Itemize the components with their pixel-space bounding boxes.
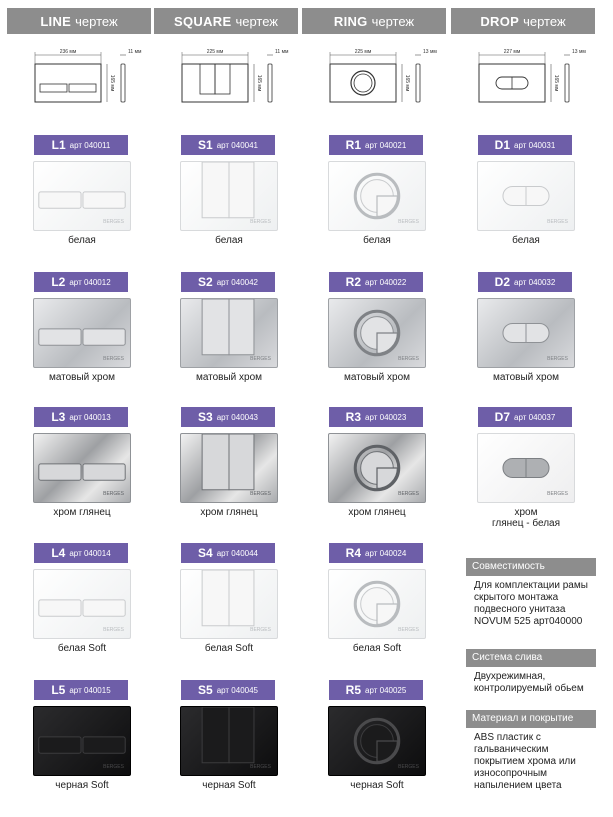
article-number: арт 040045 [216,685,258,695]
dim-height: 165 мм [256,74,262,92]
brand-mark: BERGES [103,627,124,634]
product-photo [180,161,278,231]
product-code-badge [34,680,128,700]
series-sub: чертеж [235,13,278,29]
series-sub: чертеж [75,13,118,29]
brand-mark: BERGES [398,219,419,226]
article-number: арт 040024 [365,548,407,558]
product-code-badge [34,272,128,292]
brand-mark: BERGES [103,219,124,226]
product-code: R2 [345,275,362,289]
finish-label [154,780,304,791]
dim-depth: 11 мм [128,49,142,55]
brand-mark: BERGES [547,356,568,363]
series-header [7,8,151,34]
product-code: L3 [51,410,66,424]
dim-height: 165 мм [404,74,410,92]
ring-flush-buttons [329,299,425,367]
finish-line: черная Soft [350,780,404,791]
series-name: RING [333,13,368,29]
article-number: арт 040041 [216,140,258,150]
product-code: L1 [51,138,66,152]
series-name: DROP [480,13,520,29]
dim-width: 227 мм [503,49,521,55]
technical-drawing [154,46,298,116]
info-heading: Совместимость [466,558,596,576]
technical-drawing [302,46,446,116]
product-photo [328,298,426,368]
product-code: R4 [345,546,362,560]
line-flush-buttons [34,434,130,502]
finish-label [154,507,304,518]
finish-line: белая [363,235,391,246]
product-code-badge [34,407,128,427]
product-code-badge [181,680,275,700]
info-heading: Система слива [466,649,596,667]
product-code-badge [478,272,572,292]
product-photo [328,569,426,639]
product-code: S1 [198,138,213,152]
technical-drawing [451,46,595,116]
product-photo [328,161,426,231]
square-flush-buttons [181,162,277,230]
brand-mark: BERGES [398,356,419,363]
finish-label [302,235,452,246]
product-code: L2 [51,275,66,289]
drop-flush-buttons [478,162,574,230]
dim-height: 165 мм [109,74,115,92]
product-photo [180,569,278,639]
product-photo [33,569,131,639]
finish-label [7,372,157,383]
brand-mark: BERGES [250,627,271,634]
brand-mark: BERGES [398,764,419,771]
article-number: арт 040013 [69,412,111,422]
drawing-area [302,46,446,116]
technical-drawing [7,46,151,116]
finish-line: хром [514,507,538,518]
product-code: D2 [494,275,511,289]
finish-label [302,372,452,383]
product-photo [33,298,131,368]
square-flush-buttons [181,299,277,367]
product-code-badge [329,543,423,563]
ring-flush-buttons [329,162,425,230]
product-code: R1 [345,138,362,152]
series-header [154,8,298,34]
article-number: арт 040032 [514,277,556,287]
dim-depth: 13 мм [423,49,437,55]
dim-width: 236 мм [59,49,77,55]
info-heading: Материал и покрытие [466,710,596,728]
brand-mark: BERGES [250,219,271,226]
brand-mark: BERGES [103,356,124,363]
article-number: арт 040042 [216,277,258,287]
article-number: арт 040014 [69,548,111,558]
finish-label [451,507,601,529]
product-photo [180,298,278,368]
product-code: D1 [494,138,511,152]
product-code-badge [34,543,128,563]
dim-width: 225 мм [354,49,372,55]
product-photo [180,706,278,776]
square-flush-buttons [181,570,277,638]
finish-label [7,643,157,654]
finish-label [7,780,157,791]
product-code-badge [329,407,423,427]
finish-label [154,235,304,246]
line-flush-buttons [34,707,130,775]
product-photo [33,433,131,503]
product-code: R5 [345,683,362,697]
product-code-badge [478,407,572,427]
product-code: L5 [51,683,66,697]
product-photo [477,298,575,368]
finish-label [302,780,452,791]
product-code: S4 [198,546,213,560]
finish-line: белая [215,235,243,246]
product-code-badge [329,135,423,155]
finish-label [451,372,601,383]
product-code-badge [329,680,423,700]
product-code-badge [181,272,275,292]
article-number: арт 040012 [69,277,111,287]
finish-label [154,643,304,654]
finish-label [154,372,304,383]
finish-line: белая Soft [57,643,107,654]
brand-mark: BERGES [398,491,419,498]
square-flush-buttons [181,707,277,775]
product-code: S2 [198,275,213,289]
brand-mark: BERGES [547,491,568,498]
article-number: арт 040011 [69,140,111,150]
line-flush-buttons [34,299,130,367]
series-sub: чертеж [523,13,566,29]
product-photo [33,706,131,776]
finish-line: хром глянец [200,507,258,518]
product-code: D7 [494,410,511,424]
article-number: арт 040022 [365,277,407,287]
finish-line: белая Soft [352,643,402,654]
finish-label [302,643,452,654]
article-number: арт 040043 [216,412,258,422]
ring-flush-buttons [329,707,425,775]
finish-line-2: глянец - белая [491,518,561,529]
article-number: арт 040025 [365,685,407,695]
finish-line: матовый хром [492,372,560,383]
series-header [302,8,446,34]
finish-line: матовый хром [195,372,263,383]
dim-width: 225 мм [206,49,224,55]
info-block [466,710,596,796]
product-code: S3 [198,410,213,424]
product-photo [328,706,426,776]
brand-mark: BERGES [103,491,124,498]
article-number: арт 040015 [69,685,111,695]
finish-line: матовый хром [48,372,116,383]
product-photo [328,433,426,503]
finish-line: матовый хром [343,372,411,383]
brand-mark: BERGES [103,764,124,771]
series-sub: чертеж [371,13,415,29]
product-code: R3 [345,410,362,424]
article-number: арт 040031 [514,140,556,150]
info-block [466,558,596,632]
product-code-badge [329,272,423,292]
article-number: арт 040023 [365,412,407,422]
finish-line: хром глянец [348,507,406,518]
finish-label [451,235,601,246]
product-photo [477,433,575,503]
finish-line: черная Soft [55,780,109,791]
article-number: арт 040021 [365,140,407,150]
product-photo [33,161,131,231]
ring-flush-buttons [329,434,425,502]
product-code-badge [181,407,275,427]
product-code-badge [34,135,128,155]
finish-label [7,235,157,246]
finish-line: хром глянец [53,507,111,518]
brand-mark: BERGES [250,764,271,771]
product-photo [477,161,575,231]
product-code-badge [181,543,275,563]
series-name: SQUARE [174,13,232,29]
square-flush-buttons [181,434,277,502]
dim-depth: 13 мм [572,49,586,55]
article-number: арт 040044 [216,548,258,558]
product-code-badge [478,135,572,155]
info-text: Для комплектации рамы скрытого монтажа подвесного унитаза NOVUM 525 арт040000 [474,580,588,627]
article-number: арт 040037 [514,412,556,422]
series-header [451,8,595,34]
drawing-area [451,46,595,116]
product-photo [180,433,278,503]
dim-height: 165 мм [553,74,559,92]
drawing-area [154,46,298,116]
series-name: LINE [40,13,72,29]
brand-mark: BERGES [250,356,271,363]
drop-flush-buttons [478,434,574,502]
finish-line: белая Soft [204,643,254,654]
info-block [466,649,596,699]
drop-flush-buttons [478,299,574,367]
product-code: L4 [51,546,66,560]
line-flush-buttons [34,162,130,230]
brand-mark: BERGES [547,219,568,226]
finish-line: черная Soft [202,780,256,791]
dim-depth: 11 мм [275,49,289,55]
line-flush-buttons [34,570,130,638]
finish-line: белая [68,235,96,246]
finish-label [7,507,157,518]
info-text: ABS пластик с гальваническим покрытием хрома или износопрочным напылением цвета [474,732,576,791]
ring-flush-buttons [329,570,425,638]
brand-mark: BERGES [250,491,271,498]
finish-line: белая [512,235,540,246]
brand-mark: BERGES [398,627,419,634]
product-code: S5 [198,683,213,697]
product-code-badge [181,135,275,155]
drawing-area [7,46,151,116]
finish-label [302,507,452,518]
info-text: Двухрежимная, контролируемый обьем [474,671,584,694]
